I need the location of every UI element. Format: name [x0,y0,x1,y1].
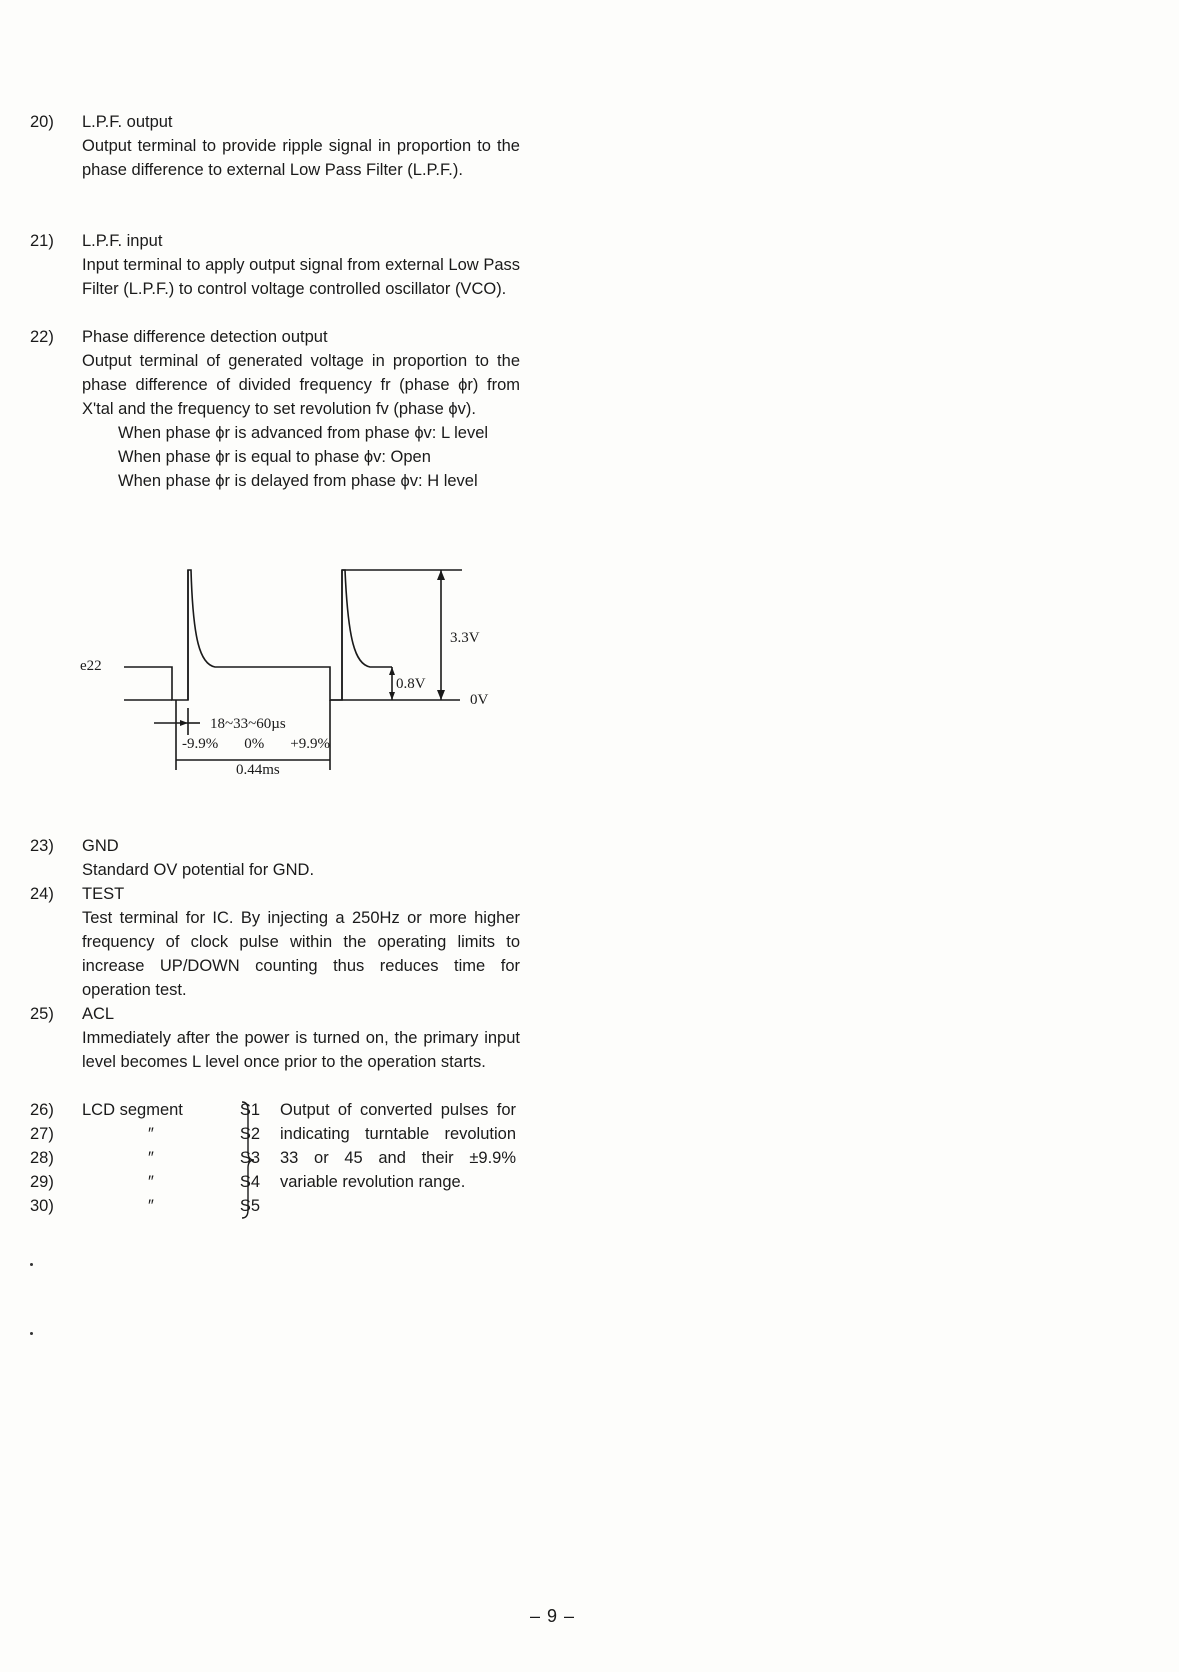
item-23 [30,834,520,882]
item-description: Output terminal to provide ripple signal in proportion to the phase difference to external Low Pass Filter (L.P.F.). [82,137,520,179]
variation-minus: -9.9% [182,736,219,752]
curly-brace-icon [240,1100,260,1220]
segment-label: LCD segment [82,1101,183,1119]
pulse-width-label: 18~33~60µs [210,716,286,732]
voltage-high-label: 3.3V [450,630,480,646]
item-21 [30,229,520,301]
segment-name: S3 [239,1149,260,1167]
item-description: Input terminal to apply output signal from external Low Pass Filter (L.P.F.) to control voltage controlled oscillator (VCO). [82,256,520,298]
variation-zero: 0% [244,736,265,752]
variation-plus: +9.9% [290,736,330,752]
item-title: Phase difference detection output [82,328,328,346]
item-title: TEST [82,885,125,903]
item-24 [30,882,520,1002]
segment-name: S1 [239,1101,260,1119]
variation-labels [182,736,330,753]
ditto-mark: ″ [148,1149,154,1167]
item-title: ACL [82,1005,115,1023]
item-title: L.P.F. input [82,232,163,250]
item-description: Output terminal of generated voltage in proportion to the phase difference of divided frequency fr (phase ϕr) from X'tal and the frequency to set revolution fv (phase ϕv). [82,352,520,418]
item-number: 25) [30,1005,54,1023]
item-number: 26) [30,1101,54,1119]
condition-list [118,421,520,493]
signal-label: e22 [80,658,102,674]
lcd-row [30,1194,530,1218]
item-description: Immediately after the power is turned on, the primary input level becomes L level once prior to the operation starts. [82,1029,520,1071]
item-number: 23) [30,837,54,855]
ditto-mark: ″ [148,1173,154,1191]
scan-speck [30,1332,33,1335]
item-number: 22) [30,328,54,346]
item-title: GND [82,837,119,855]
item-number: 29) [30,1173,54,1191]
item-title: L.P.F. output [82,113,173,131]
item-number: 30) [30,1197,54,1215]
item-25 [30,1002,520,1074]
condition-delayed: When phase ϕr is delayed from phase ϕv: H level [118,472,478,490]
condition-advanced: When phase ϕr is advanced from phase ϕv: L level [118,424,489,442]
item-20 [30,110,520,182]
voltage-mid-label: 0.8V [396,676,426,692]
item-number: 21) [30,232,54,250]
item-number: 20) [30,113,54,131]
period-label: 0.44ms [236,762,280,778]
lcd-description: Output of converted pulses for indicating turntable revolution 33 or 45 and their ±9.9% variable revolution range. [280,1101,516,1191]
item-number: 27) [30,1125,54,1143]
condition-equal: When phase ϕr is equal to phase ϕv: Open [118,448,431,466]
scan-speck [30,1263,33,1266]
page-number: – 9 – [530,1606,576,1626]
voltage-zero-label: 0V [470,692,489,708]
item-number: 24) [30,885,54,903]
item-description: Standard OV potential for GND. [82,861,315,879]
item-22 [30,325,520,493]
item-description: Test terminal for IC. By injecting a 250Hz or more higher frequency of clock pulse within the operating limits to increase UP/DOWN counting thus reduces time for operation test. [82,909,520,999]
segment-name: S5 [239,1197,260,1215]
ditto-mark: ″ [148,1125,154,1143]
segment-name: S4 [239,1173,260,1191]
ditto-mark: ″ [148,1197,154,1215]
item-number: 28) [30,1149,54,1167]
segment-name: S2 [239,1125,260,1143]
